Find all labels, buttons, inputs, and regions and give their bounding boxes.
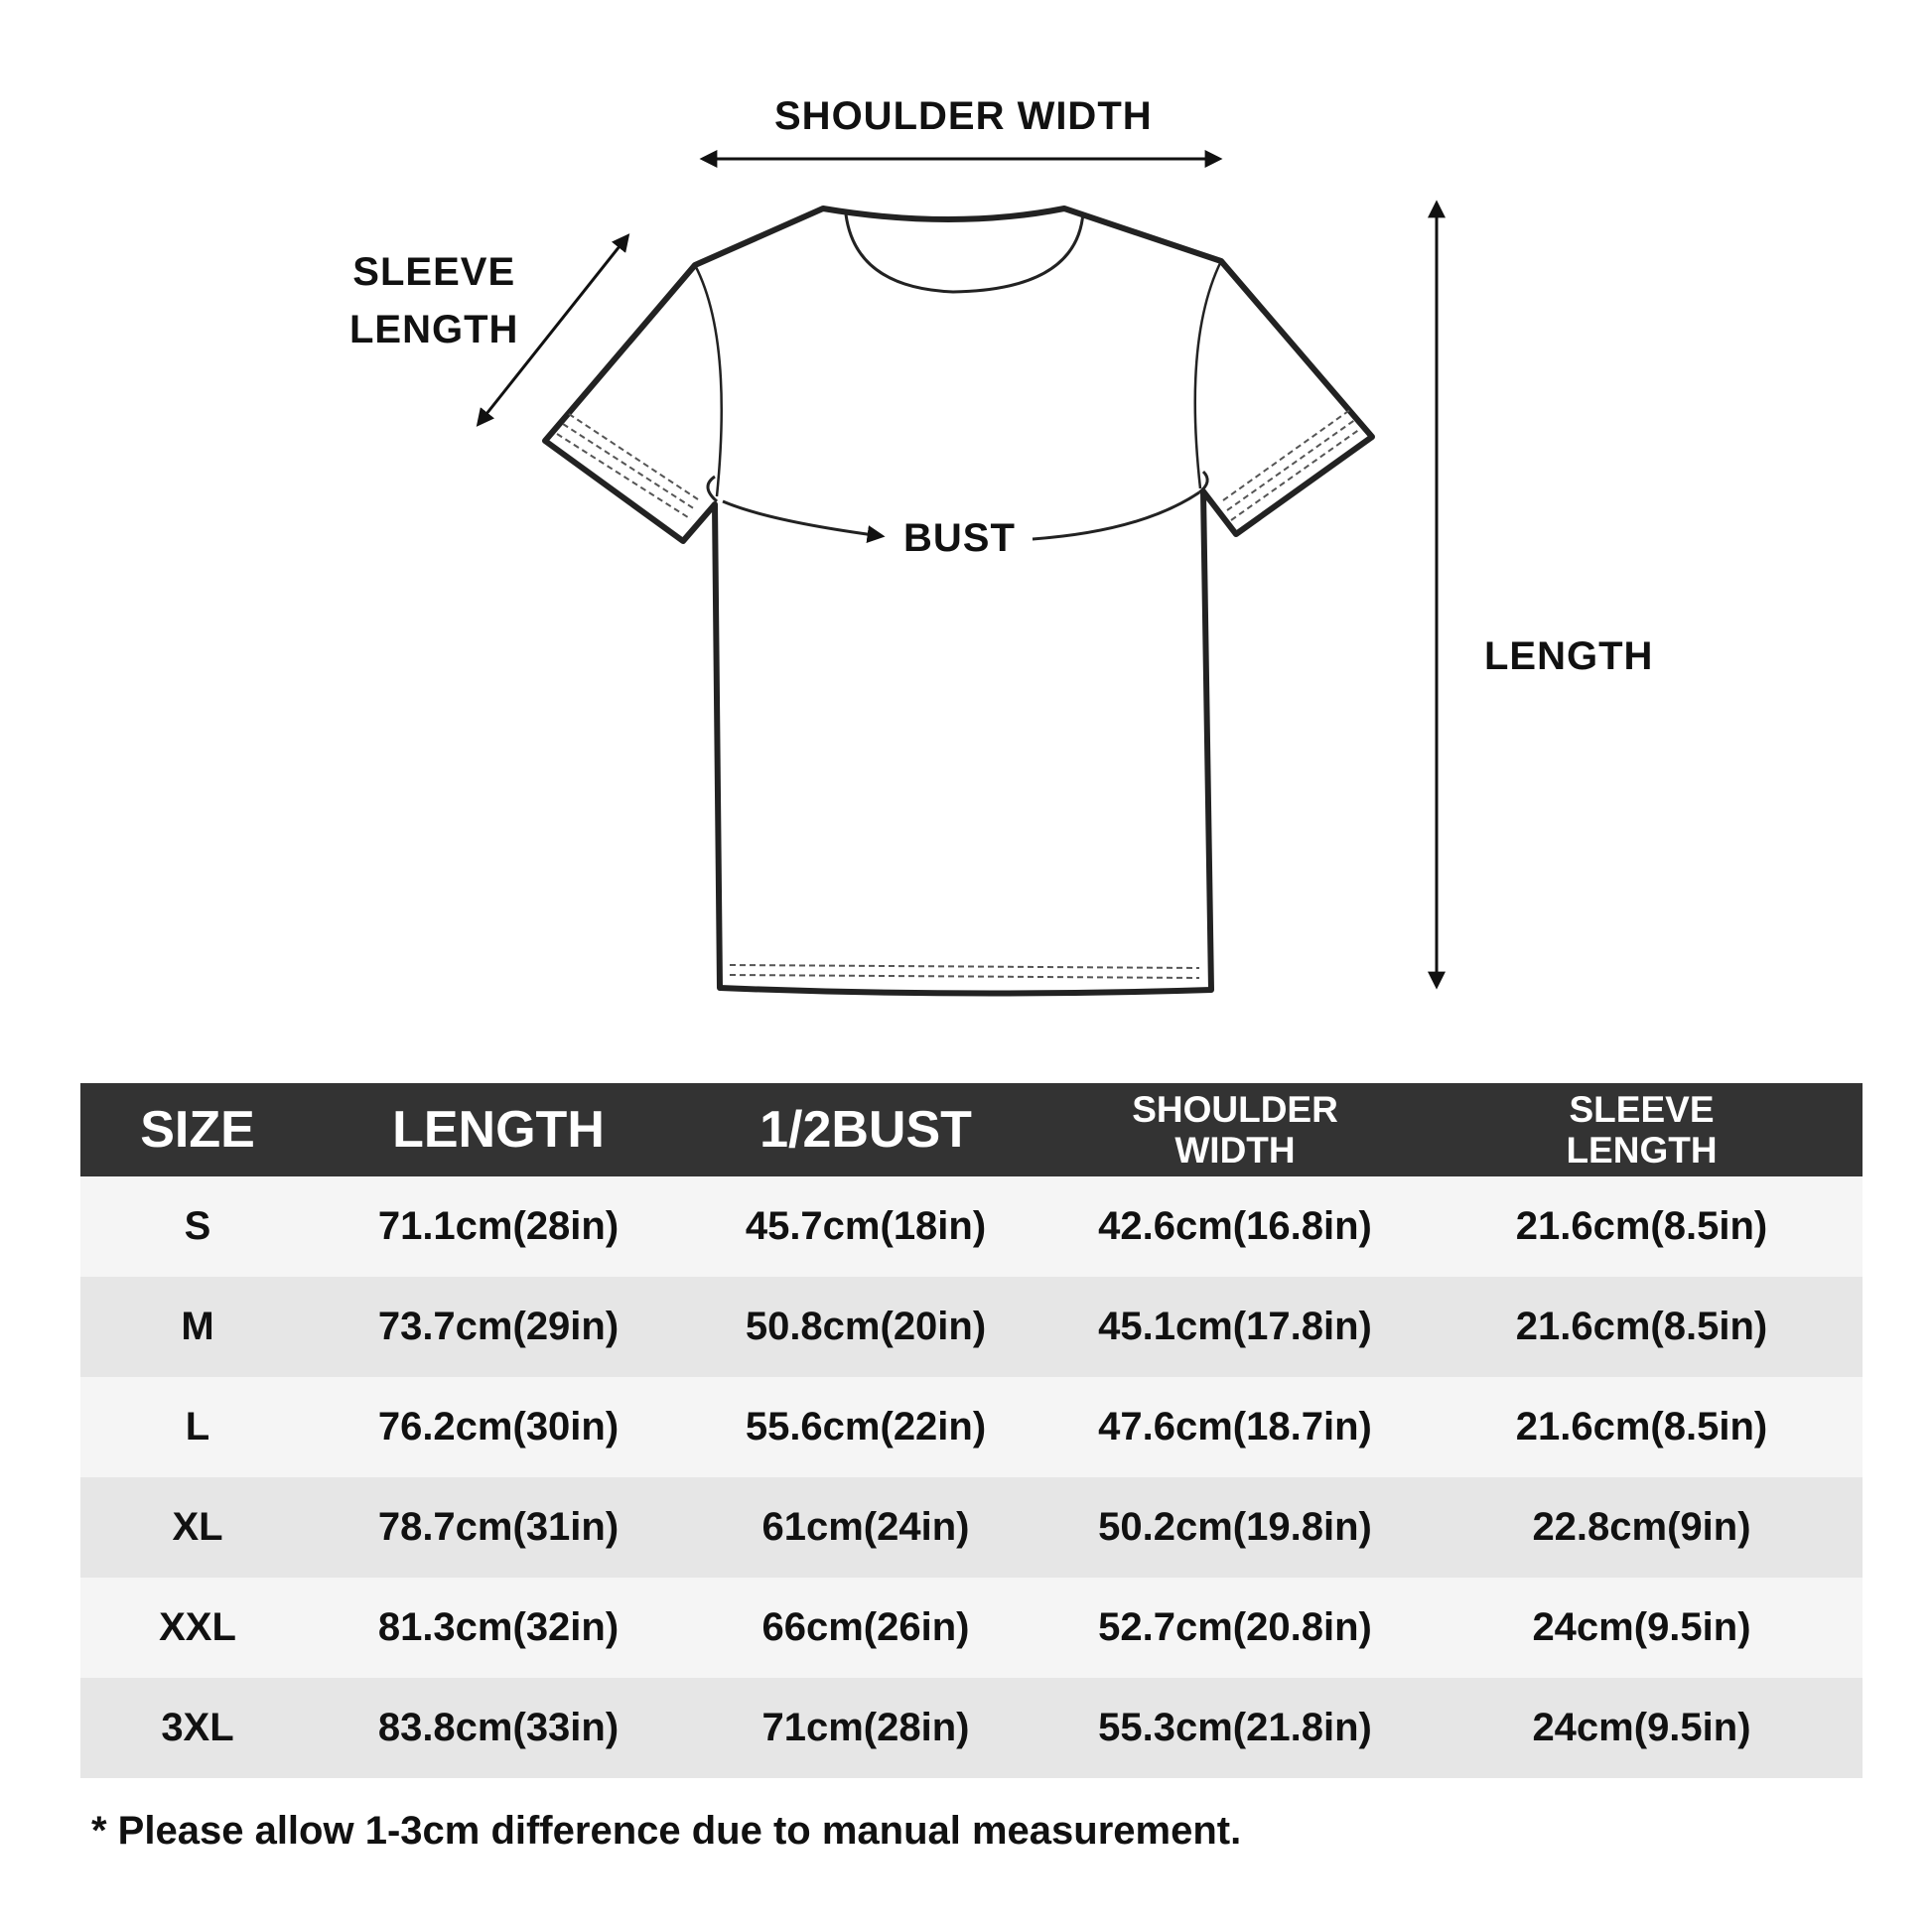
sleeve-label-line2: LENGTH [349,308,519,351]
cell-half-bust: 50.8cm(20in) [682,1277,1049,1377]
table-row [80,1477,1863,1578]
header-sleeve-line2: LENGTH [1566,1130,1718,1171]
table-row [80,1176,1863,1277]
collar [846,212,1083,292]
hem-stitch [730,965,1199,978]
cell-half-bust: 66cm(26in) [682,1578,1049,1678]
cell-half-bust: 61cm(24in) [682,1477,1049,1578]
right-sleeve-stitch [1223,409,1360,520]
cell-size: M [80,1277,315,1377]
size-chart-table [80,1083,1863,1778]
cell-half-bust: 55.6cm(22in) [682,1377,1049,1477]
right-armhole-seam [1195,261,1221,488]
header-sleeve-length [1421,1083,1863,1176]
cell-sleeve: 24cm(9.5in) [1421,1578,1863,1678]
shoulder-width-label: SHOULDER WIDTH [774,94,1153,138]
sleeve-label-line1: SLEEVE [352,250,516,294]
cell-size: S [80,1176,315,1277]
cell-size: L [80,1377,315,1477]
cell-half-bust: 45.7cm(18in) [682,1176,1049,1277]
bust-left-hook [708,477,717,501]
length-label: LENGTH [1484,634,1654,678]
table-row [80,1678,1863,1778]
bust-curve-left [723,501,882,536]
cell-sleeve: 24cm(9.5in) [1421,1678,1863,1778]
tshirt-body [545,208,1372,994]
table-row [80,1277,1863,1377]
header-sleeve-line1: SLEEVE [1569,1089,1715,1130]
left-armhole-seam [695,265,722,496]
header-shoulder-width [1049,1083,1421,1176]
header-size: SIZE [80,1083,315,1176]
cell-half-bust: 71cm(28in) [682,1678,1049,1778]
cell-shoulder: 45.1cm(17.8in) [1049,1277,1421,1377]
table-row [80,1578,1863,1678]
cell-sleeve: 22.8cm(9in) [1421,1477,1863,1578]
header-length: LENGTH [315,1083,682,1176]
sleeve-length-label [349,243,518,358]
bust-label: BUST [903,516,1016,560]
cell-length: 81.3cm(32in) [315,1578,682,1678]
measurement-footnote: * Please allow 1-3cm difference due to manual measurement. [91,1809,1242,1853]
cell-length: 76.2cm(30in) [315,1377,682,1477]
header-half-bust: 1/2BUST [682,1083,1049,1176]
cell-shoulder: 42.6cm(16.8in) [1049,1176,1421,1277]
cell-length: 78.7cm(31in) [315,1477,682,1578]
cell-shoulder: 50.2cm(19.8in) [1049,1477,1421,1578]
cell-shoulder: 47.6cm(18.7in) [1049,1377,1421,1477]
cell-length: 83.8cm(33in) [315,1678,682,1778]
cell-sleeve: 21.6cm(8.5in) [1421,1277,1863,1377]
cell-shoulder: 52.7cm(20.8in) [1049,1578,1421,1678]
bust-curve-right [1033,492,1199,539]
cell-size: 3XL [80,1678,315,1778]
cell-sleeve: 21.6cm(8.5in) [1421,1377,1863,1477]
cell-length: 71.1cm(28in) [315,1176,682,1277]
cell-size: XL [80,1477,315,1578]
cell-sleeve: 21.6cm(8.5in) [1421,1176,1863,1277]
table-header-row [80,1083,1863,1176]
cell-length: 73.7cm(29in) [315,1277,682,1377]
header-shoulder-line1: SHOULDER [1132,1089,1338,1130]
header-shoulder-line2: WIDTH [1174,1130,1296,1171]
cell-size: XXL [80,1578,315,1678]
table-row [80,1377,1863,1477]
cell-shoulder: 55.3cm(21.8in) [1049,1678,1421,1778]
